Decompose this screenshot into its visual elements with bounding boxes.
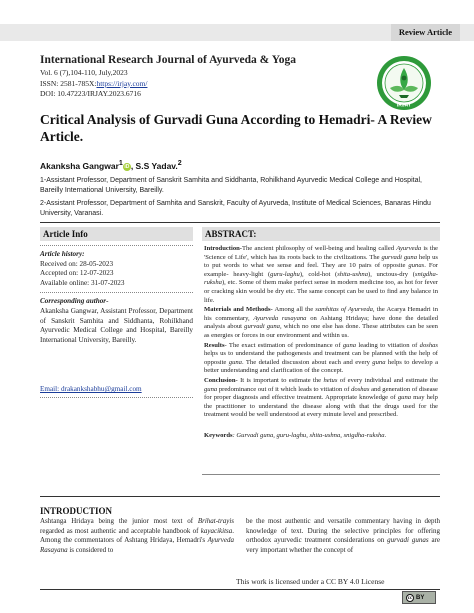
email-link[interactable]: Email: drakankshabhu@gmail.com — [40, 385, 142, 394]
journal-link[interactable]: https://irjay.com/ — [96, 78, 148, 88]
affiliation-1: 1-Assistant Professor, Department of Sanskrit Samhita and Siddhanta, Rohilkhand Ayurvedic Medical College and Hospital, Bareilly International University, Bareilly. — [40, 176, 422, 194]
introduction-section — [40, 505, 440, 555]
abstract-heading: ABSTRACT: — [202, 227, 440, 241]
dotted-divider — [40, 245, 193, 246]
dotted-divider — [40, 397, 193, 398]
affiliation-2: 2-Assistant Professor, Department of Samhita and Sanskrit, Faculty of Ayurveda, Institute of Medical Sciences, Banaras Hindu University, Varanasi. — [40, 199, 431, 217]
header-bar — [0, 24, 474, 41]
introduction-column-1: Ashtanga Hridaya being the junior most text of Brihat-trayis regarded as most authentic and acceptable handbook of kayacikitsa. Among the commentators of Ashtang Hridaya, Hemadri's Ayurveda Rasayana is considered to — [40, 517, 234, 554]
author-block — [40, 157, 440, 219]
journal-info — [40, 53, 370, 100]
history-label: Article history: — [40, 250, 85, 258]
corresponding-text: Akanksha Gangwar, Assistant Professor, Department of Sanskrit Samhita and Siddhanta, Rohilkhand Ayurvedic Medical College and Hospital, Bareilly International University, Bareilly. — [40, 306, 193, 344]
author-names — [40, 157, 440, 173]
cc-ring-icon: cc — [407, 596, 413, 601]
abstract-results: Results- The exact estimation of predominance of guna leading to vitiation of doshas helps us to understand the pathogenesis and treatment can be planned with the help of opposite guna. The detailed discussion about each and every guna helps to develop a better understanding and clarification of the concept. — [204, 341, 438, 375]
introduction-column-2: be the most authentic and versatile commentary having in depth knowledge of text. During the selective principles for offering orthodox ayurvedic treatment considerations on gurvadi gunas are very important whether the concept of — [246, 517, 440, 554]
article-title: Critical Analysis of Gurvadi Guna According to Hemadri- A Review Article. — [40, 112, 432, 144]
author-2: , S.S Yadav. — [130, 160, 178, 171]
abstract-introduction: Introduction-The ancient philosophy of well-being and healing called Ayurveda is the 'Science of Life', which has its roots back to the civilizations. The gurvadi guna help us to put words to what we sense and feel. They are 10 pairs of opposite gunas. For example- heavy-light (guru-laghu), cold-hot (shita-ushna), unctous-dry (snigdha-ruksha), etc. Some of them make perfect sense in modern medicine too, as hot for fever or cracking skin would be dry etc. The same concept can be used to find any balance in life. — [204, 245, 438, 304]
cc-by-license-icon[interactable] — [402, 591, 436, 604]
dotted-divider — [40, 292, 193, 293]
spacer — [40, 345, 193, 385]
author-2-sup: 2 — [177, 159, 182, 167]
journal-name: International Research Journal of Ayurveda & Yoga — [40, 54, 296, 66]
abstract-body — [202, 245, 440, 440]
doi-value[interactable]: 10.47223/IRJAY.2023.6716 — [57, 89, 141, 98]
license-text[interactable]: This work is licensed under a CC BY 4.0 License — [236, 577, 385, 586]
footer-rule — [40, 589, 440, 590]
journal-logo — [376, 55, 432, 111]
article-type-badge: Review Article — [391, 24, 460, 41]
abstract-conclusion: Conclusion- It is important to estimate the hetus of every individual and estimate the guna predominance out of it which leads to vitiation of doshas and generation of disease for proper diagnosis and effective treatment. Appropriate knowledge of guna may help the practitioner to understand the disease along with that the drugs used for the treatment would be well understood at every minute level and prescribed. — [204, 376, 439, 419]
volume-info: Vol. 6 (7),104-110, July,2023 — [40, 68, 128, 77]
abstract-panel — [202, 227, 440, 475]
introduction-heading: INTRODUCTION — [40, 506, 113, 516]
introduction-columns — [40, 517, 440, 555]
corresponding-label: Corresponding author- — [40, 297, 109, 306]
author-1-sup: 1 — [118, 159, 123, 167]
abstract-keywords: Keywords: Gurvadi guna, guru-laghu, shita-ushna, snigdha-ruksha. — [204, 431, 387, 439]
orcid-icon[interactable]: iD — [124, 163, 130, 170]
author-1: Akanksha Gangwar — [40, 160, 119, 171]
section-divider — [40, 496, 440, 497]
doi-label: DOI: — [40, 89, 56, 98]
section-divider — [40, 222, 440, 223]
doi-info — [40, 89, 370, 100]
article-info-heading: Article Info — [40, 227, 193, 241]
issn-info — [40, 79, 370, 90]
abstract-methods: Materials and Methods- Among all the samhitas of Ayurveda, the Acarya Hemadri in his commentary, Ayurveda rasayana on Ashtang Hridaya; have done the detailed analysis about gurvadi guna, which no one else has done. These attributes can be seen as energies or forces in our environment and within us. — [204, 306, 438, 339]
cc-by-text: BY — [416, 595, 425, 601]
issn-label: ISSN: 2581-785X: — [40, 78, 97, 88]
article-info-panel — [40, 227, 193, 402]
online-date: Available online: 31-07-2023 — [40, 278, 125, 287]
accepted-date: Accepted on: 12-07-2023 — [40, 269, 114, 278]
received-date: Received on: 28-05-2023 — [40, 259, 114, 268]
logo-text: IRJAY — [396, 102, 412, 109]
